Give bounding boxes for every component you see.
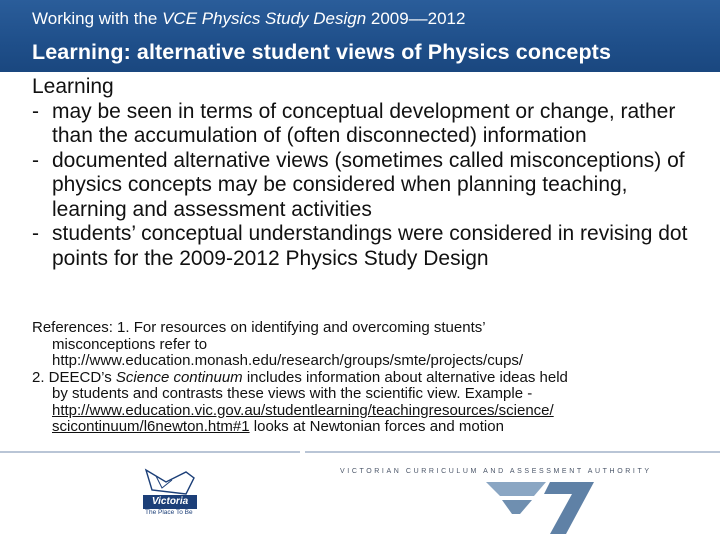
bullet-dash: - [32, 148, 39, 172]
slide-title: Learning: alternative student views of Physics concepts [32, 40, 611, 64]
monash-url: http://www.education.monash.edu/research/groups/smte/projects/cups/ [52, 352, 524, 369]
content-heading: Learning [32, 75, 114, 98]
header-subtitle: Working with the VCE Physics Study Design 2009––2012 [32, 9, 466, 28]
vcaa-chevron-icon [480, 478, 600, 543]
footer-divider [0, 451, 720, 454]
victoria-tagline: The Place To Be [145, 509, 193, 516]
deecd-link[interactable]: http://www.education.vic.gov.au/studentlearning/teachingresources/science/ [52, 401, 554, 419]
references: References: 1. For resources on identifying and overcoming stuents’ misconceptions refer to http://www.education.monash.edu/research/groups/smte/projects/cups/ 2. DEECD’s Science continuum includes information about alternative ideas held by students and contrasts these views with the scientific view. Example - http://www.education.vic.gov.au/studentlearning/teachingresources/science/ scicontinuum/l6newton.htm#1 looks at Newtonian forces and motion [32, 320, 704, 436]
victoria-logo-word: Victoria [143, 495, 197, 509]
reference-1: References: 1. For resources on identifying and overcoming stuents’ [32, 319, 486, 336]
bullet-item: - students’ conceptual understandings were considered in revising dot points for the 2009-2012 Physics Study Design [32, 222, 688, 270]
main-content [32, 75, 702, 271]
bullet-dash: - [32, 99, 39, 123]
bullet-dash: - [32, 222, 39, 245]
study-design-title: VCE Physics Study Design [162, 9, 367, 28]
bullet-item: - documented alternative views (sometimes called misconceptions) of physics concepts may be considered when planning teaching, learning and assessment activities [32, 148, 685, 221]
slide-header [0, 0, 720, 72]
bullet-item: - may be seen in terms of conceptual development or change, rather than the accumulation of (often disconnected) information [32, 99, 676, 147]
vcaa-name: VICTORIAN CURRICULUM AND ASSESSMENT AUTHORITY [340, 468, 652, 475]
deecd-link-continued[interactable]: scicontinuum/l6newton.htm#1 [52, 418, 250, 435]
science-continuum-title: Science continuum [115, 368, 243, 386]
reference-2: 2. DEECD’s Science continuum includes information about alternative ideas held [32, 368, 568, 386]
